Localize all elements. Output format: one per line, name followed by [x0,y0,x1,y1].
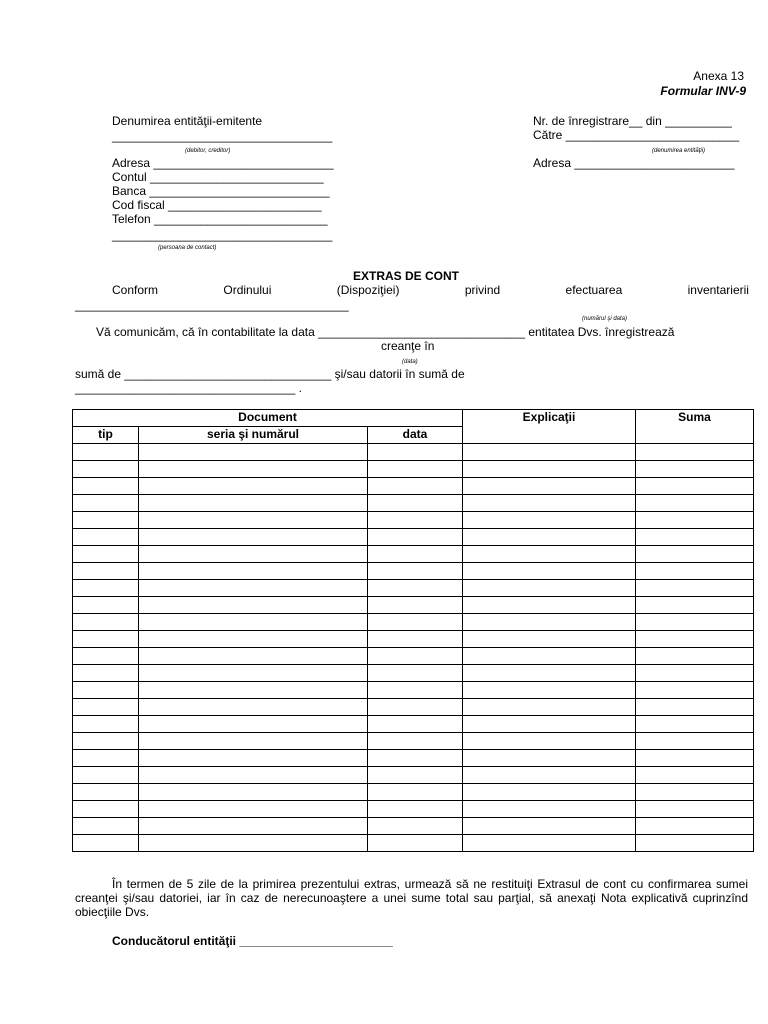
table-cell[interactable] [463,699,636,716]
table-cell[interactable] [368,682,463,699]
table-cell[interactable] [463,835,636,852]
table-cell[interactable] [636,614,754,631]
debitor-creditor-note: (debitor, creditor) [185,148,231,154]
table-cell[interactable] [139,665,368,682]
table-cell[interactable] [463,597,636,614]
table-cell[interactable] [73,733,139,750]
table-cell[interactable] [139,767,368,784]
table-cell[interactable] [636,512,754,529]
contact-person-line: _________________________________ [112,228,333,242]
table-cell[interactable] [636,699,754,716]
table-cell[interactable] [368,444,463,461]
table-cell[interactable] [636,529,754,546]
table-row [73,818,754,835]
table-cell[interactable] [139,801,368,818]
sum-end-line: _________________________________ . [75,381,302,395]
sum-line: sumă de _______________________________ şi/sau datorii în sumă de [75,367,465,381]
table-cell[interactable] [73,512,139,529]
table-cell[interactable] [139,733,368,750]
table-cell[interactable] [636,597,754,614]
table-row [73,750,754,767]
entity-name-label: Denumirea entităţii-emitente [112,114,263,128]
table-cell[interactable] [463,767,636,784]
table-cell[interactable] [463,784,636,801]
table-cell[interactable] [73,665,139,682]
table-cell[interactable] [463,665,636,682]
table-cell[interactable] [139,461,368,478]
table-cell[interactable] [636,750,754,767]
table-cell[interactable] [139,495,368,512]
anexa-label: Anexa 13 [693,69,744,83]
table-row [73,784,754,801]
document-table [72,409,754,852]
table-cell[interactable] [636,546,754,563]
right-adresa-field: Adresa ________________________ [533,156,735,170]
table-cell[interactable] [463,495,636,512]
table-row [73,699,754,716]
catre-field: Către __________________________ [533,128,740,142]
table-cell[interactable] [139,614,368,631]
table-cell[interactable] [139,716,368,733]
table-cell[interactable] [636,818,754,835]
table-cell[interactable] [139,529,368,546]
table-cell[interactable] [463,648,636,665]
table-row [73,631,754,648]
conform-word: privind [464,283,501,297]
table-cell[interactable] [636,835,754,852]
table-row [73,478,754,495]
table-cell[interactable] [73,801,139,818]
table-cell[interactable] [463,631,636,648]
table-cell[interactable] [73,818,139,835]
registration-number-field: Nr. de înregistrare__ din __________ [533,114,732,128]
table-cell[interactable] [139,699,368,716]
table-cell[interactable] [368,767,463,784]
table-row [73,580,754,597]
contact-person-note: (persoana de contact) [158,245,217,251]
table-cell[interactable] [368,733,463,750]
table-cell[interactable] [139,512,368,529]
document-title: EXTRAS DE CONT [353,269,460,283]
table-cell[interactable] [368,580,463,597]
table-cell[interactable] [368,563,463,580]
table-cell[interactable] [368,478,463,495]
table-cell[interactable] [368,835,463,852]
table-row [73,563,754,580]
table-cell[interactable] [463,818,636,835]
table-cell[interactable] [463,750,636,767]
table-cell[interactable] [368,716,463,733]
table-cell[interactable] [636,665,754,682]
table-cell[interactable] [73,597,139,614]
table-cell[interactable] [73,444,139,461]
table-cell[interactable] [368,750,463,767]
table-cell[interactable] [73,699,139,716]
table-cell[interactable] [368,495,463,512]
table-cell[interactable] [73,563,139,580]
table-cell[interactable] [636,648,754,665]
table-cell[interactable] [139,563,368,580]
table-cell[interactable] [636,801,754,818]
table-cell[interactable] [73,546,139,563]
conform-word: Conform [112,283,159,297]
table-row [73,444,754,461]
table-cell[interactable] [368,546,463,563]
table-cell[interactable] [368,665,463,682]
table-cell[interactable] [368,461,463,478]
table-cell[interactable] [368,614,463,631]
table-cell[interactable] [139,631,368,648]
table-row [73,495,754,512]
table-cell[interactable] [463,444,636,461]
table-cell[interactable] [636,563,754,580]
table-cell[interactable] [368,648,463,665]
table-cell[interactable] [463,580,636,597]
adresa-field: Adresa ___________________________ [112,156,334,170]
table-cell[interactable] [73,784,139,801]
table-cell[interactable] [73,835,139,852]
table-cell[interactable] [463,529,636,546]
manager-signature-line: Conducătorul entităţii _______________________ [112,934,393,948]
table-cell[interactable] [636,733,754,750]
table-cell[interactable] [463,563,636,580]
table-cell[interactable] [139,784,368,801]
table-cell[interactable] [139,750,368,767]
contul-field: Contul __________________________ [112,170,324,184]
table-row [73,597,754,614]
table-cell[interactable] [636,767,754,784]
table-cell[interactable] [73,750,139,767]
table-row [73,682,754,699]
table-cell[interactable] [73,478,139,495]
table-row [73,546,754,563]
table-cell[interactable] [368,801,463,818]
table-cell[interactable] [139,648,368,665]
conform-word: inventarierii [687,283,749,297]
number-date-note: (numărul şi data) [582,316,628,322]
table-cell[interactable] [73,648,139,665]
table-cell[interactable] [139,444,368,461]
table-cell[interactable] [73,716,139,733]
table-cell[interactable] [636,716,754,733]
table-cell[interactable] [139,597,368,614]
table-cell[interactable] [636,495,754,512]
table-cell[interactable] [73,495,139,512]
table-cell[interactable] [463,733,636,750]
table-cell[interactable] [368,631,463,648]
table-cell[interactable] [368,699,463,716]
tip-header: tip [73,427,139,444]
creante-label: creanţe în [381,339,435,353]
table-cell[interactable] [73,529,139,546]
table-cell[interactable] [139,835,368,852]
table-cell[interactable] [463,801,636,818]
table-cell[interactable] [73,461,139,478]
table-cell[interactable] [139,818,368,835]
table-cell[interactable] [636,444,754,461]
table-cell[interactable] [368,784,463,801]
table-cell[interactable] [636,682,754,699]
data-header: data [368,427,463,444]
table-cell[interactable] [139,580,368,597]
table-cell[interactable] [73,767,139,784]
table-cell[interactable] [73,580,139,597]
table-row [73,614,754,631]
table-cell[interactable] [463,461,636,478]
table-cell[interactable] [73,682,139,699]
table-cell[interactable] [368,529,463,546]
table-row [73,529,754,546]
table-row [73,801,754,818]
table-row [73,512,754,529]
cod-fiscal-field: Cod fiscal _______________________ [112,198,322,212]
table-cell[interactable] [463,512,636,529]
table-row [73,716,754,733]
entity-name-line: _________________________________ [112,129,333,143]
table-cell[interactable] [139,478,368,495]
table-row [73,665,754,682]
table-cell[interactable] [463,614,636,631]
date-note: (data) [402,359,418,365]
suma-header: Suma [636,410,754,444]
conform-word: (Dispoziţiei) [336,283,400,297]
table-cell[interactable] [636,478,754,495]
table-cell[interactable] [368,512,463,529]
table-cell[interactable] [636,461,754,478]
conform-word: efectuarea [565,283,623,297]
table-cell[interactable] [368,818,463,835]
banca-field: Banca ___________________________ [112,184,330,198]
table-cell[interactable] [73,614,139,631]
table-cell[interactable] [463,478,636,495]
table-cell[interactable] [73,631,139,648]
conform-word: Ordinului [223,283,272,297]
table-row [73,461,754,478]
table-cell[interactable] [463,546,636,563]
table-cell[interactable] [139,682,368,699]
table-cell[interactable] [636,580,754,597]
order-line: _________________________________________ [75,298,349,312]
table-cell[interactable] [463,716,636,733]
explicatii-header: Explicaţii [463,410,636,444]
table-row [73,733,754,750]
table-row [73,835,754,852]
document-header: Document [73,410,463,427]
seria-header: seria şi numărul [139,427,368,444]
table-row [73,767,754,784]
table-cell[interactable] [139,546,368,563]
table-cell[interactable] [463,682,636,699]
entity-name-note: (denumirea entităţii) [652,148,706,154]
table-cell[interactable] [368,597,463,614]
table-cell[interactable] [636,631,754,648]
telefon-field: Telefon __________________________ [112,212,328,226]
communication-line: Vă comunicăm, că în contabilitate la data _______________________________ entitatea Dvs. înregistrează [96,325,675,339]
form-code: Formular INV-9 [660,84,746,98]
table-row [73,648,754,665]
instructions-paragraph: În termen de 5 zile de la primirea prezentului extras, urmează să ne restituiţi Extrasul de cont cu confirmarea sumei creanţei şi/sau datoriei, iar în caz de nerecunoaştere a unei sume total sau parţial, să anexaţi Nota explicativă cuprinzînd obiecţiile Dvs. [75,877,748,919]
table-cell[interactable] [636,784,754,801]
conform-line [112,283,749,297]
